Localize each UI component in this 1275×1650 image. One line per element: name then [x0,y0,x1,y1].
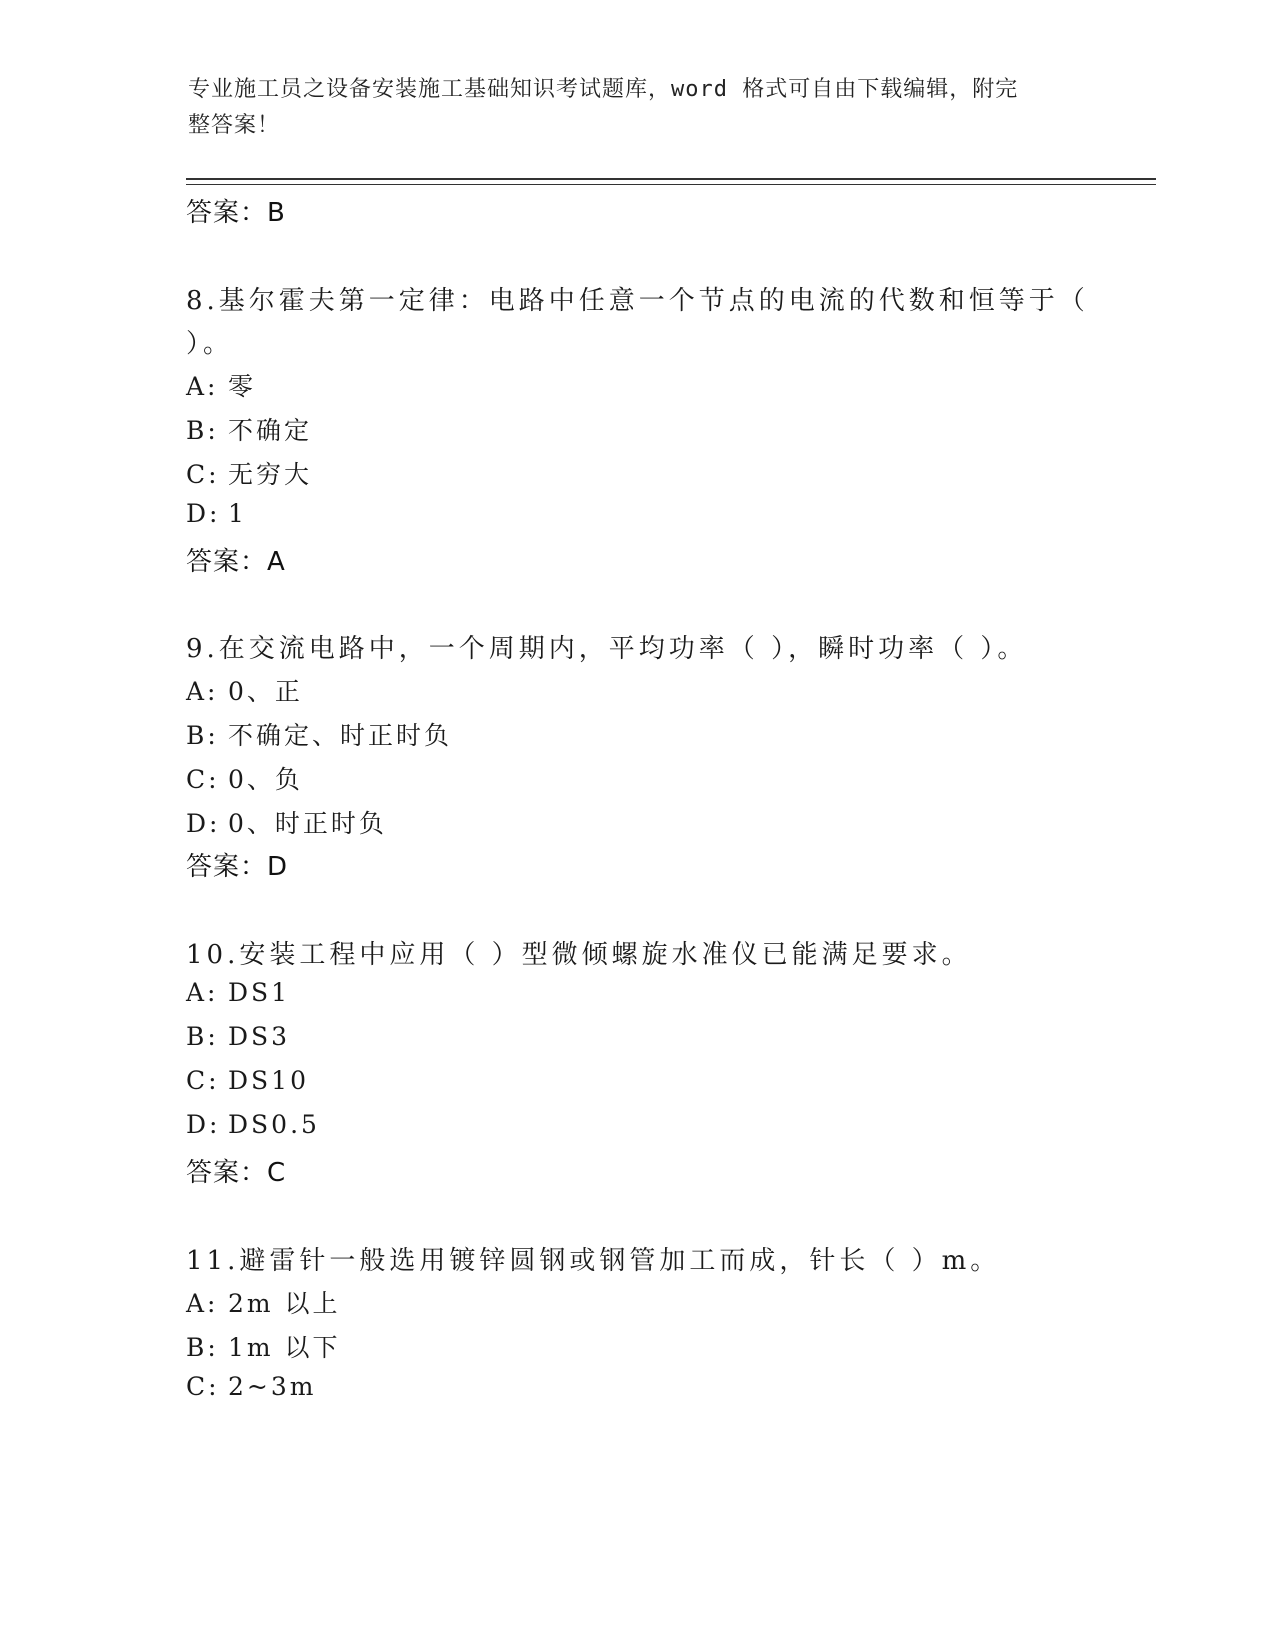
question-10-stem: 10.安装工程中应用（ ）型微倾螺旋水准仪已能满足要求。 [186,940,972,970]
option-letter: B: [186,721,219,750]
option-letter: A: [186,1289,219,1318]
option-letter: D: [186,1110,221,1139]
question-8-option-b [186,411,312,447]
option-text: 无穷大 [228,460,313,489]
option-text: DS10 [228,1066,309,1095]
question-10-option-d [186,1110,320,1139]
question-8-stem: 8.基尔霍夫第一定律：电路中任意一个节点的电流的代数和恒等于（ [186,286,1089,316]
option-text: 2~3m [228,1372,317,1401]
question-11-stem: 11.避雷针一般选用镀锌圆钢或钢管加工而成，针长（ ）m。 [186,1246,1001,1276]
option-text: 0、正 [228,677,303,706]
option-letter: C: [186,1372,220,1401]
option-letter: B: [186,416,219,445]
question-8-stem-cont: ）。 [186,329,234,359]
answer-10: 答案：C [186,1158,287,1188]
option-letter: D: [186,809,221,838]
question-9-option-d [186,804,387,840]
question-8-option-c [186,455,312,491]
question-11-option-a [186,1284,341,1320]
option-letter: C: [186,765,220,794]
answer-9: 答案：D [186,852,289,882]
question-8-option-d [186,499,247,528]
option-text: 零 [228,372,257,401]
option-letter: A: [186,372,219,401]
answer-7: 答案：B [186,198,286,228]
option-letter: A: [186,978,219,1007]
option-text: DS3 [228,1022,291,1051]
question-11-option-b [186,1328,341,1364]
answer-8: 答案：A [186,547,286,577]
question-11-option-c [186,1372,316,1401]
option-text: DS1 [228,978,291,1007]
question-10-option-a [186,978,290,1007]
header-line-1: 专业施工员之设备安装施工基础知识考试题库，word 格式可自由下载编辑，附完 [188,77,1019,102]
option-letter: C: [186,460,220,489]
option-text: DS0.5 [228,1110,320,1139]
option-text: 1 [228,499,247,528]
question-9-option-a [186,672,303,708]
question-9-stem: 9.在交流电路中，一个周期内，平均功率（ ），瞬时功率（ ）。 [186,634,1028,664]
option-text: 1m 以下 [228,1333,341,1362]
question-10-option-b [186,1022,290,1051]
header-divider [186,178,1156,180]
option-letter: A: [186,677,219,706]
question-9-option-c [186,760,303,796]
option-text: 不确定 [228,416,313,445]
option-text: 0、负 [228,765,303,794]
header-divider-thin [186,184,1156,185]
option-letter: C: [186,1066,220,1095]
option-text: 0、时正时负 [228,809,387,838]
option-text: 2m 以上 [228,1289,341,1318]
question-8-option-a [186,367,256,403]
option-letter: B: [186,1022,219,1051]
header-line-2: 整答案！ [188,113,281,138]
option-text: 不确定、时正时负 [228,721,453,750]
question-10-option-c [186,1066,309,1095]
question-9-option-b [186,716,452,752]
document-header [188,72,1068,144]
option-letter: B: [186,1333,219,1362]
option-letter: D: [186,499,221,528]
